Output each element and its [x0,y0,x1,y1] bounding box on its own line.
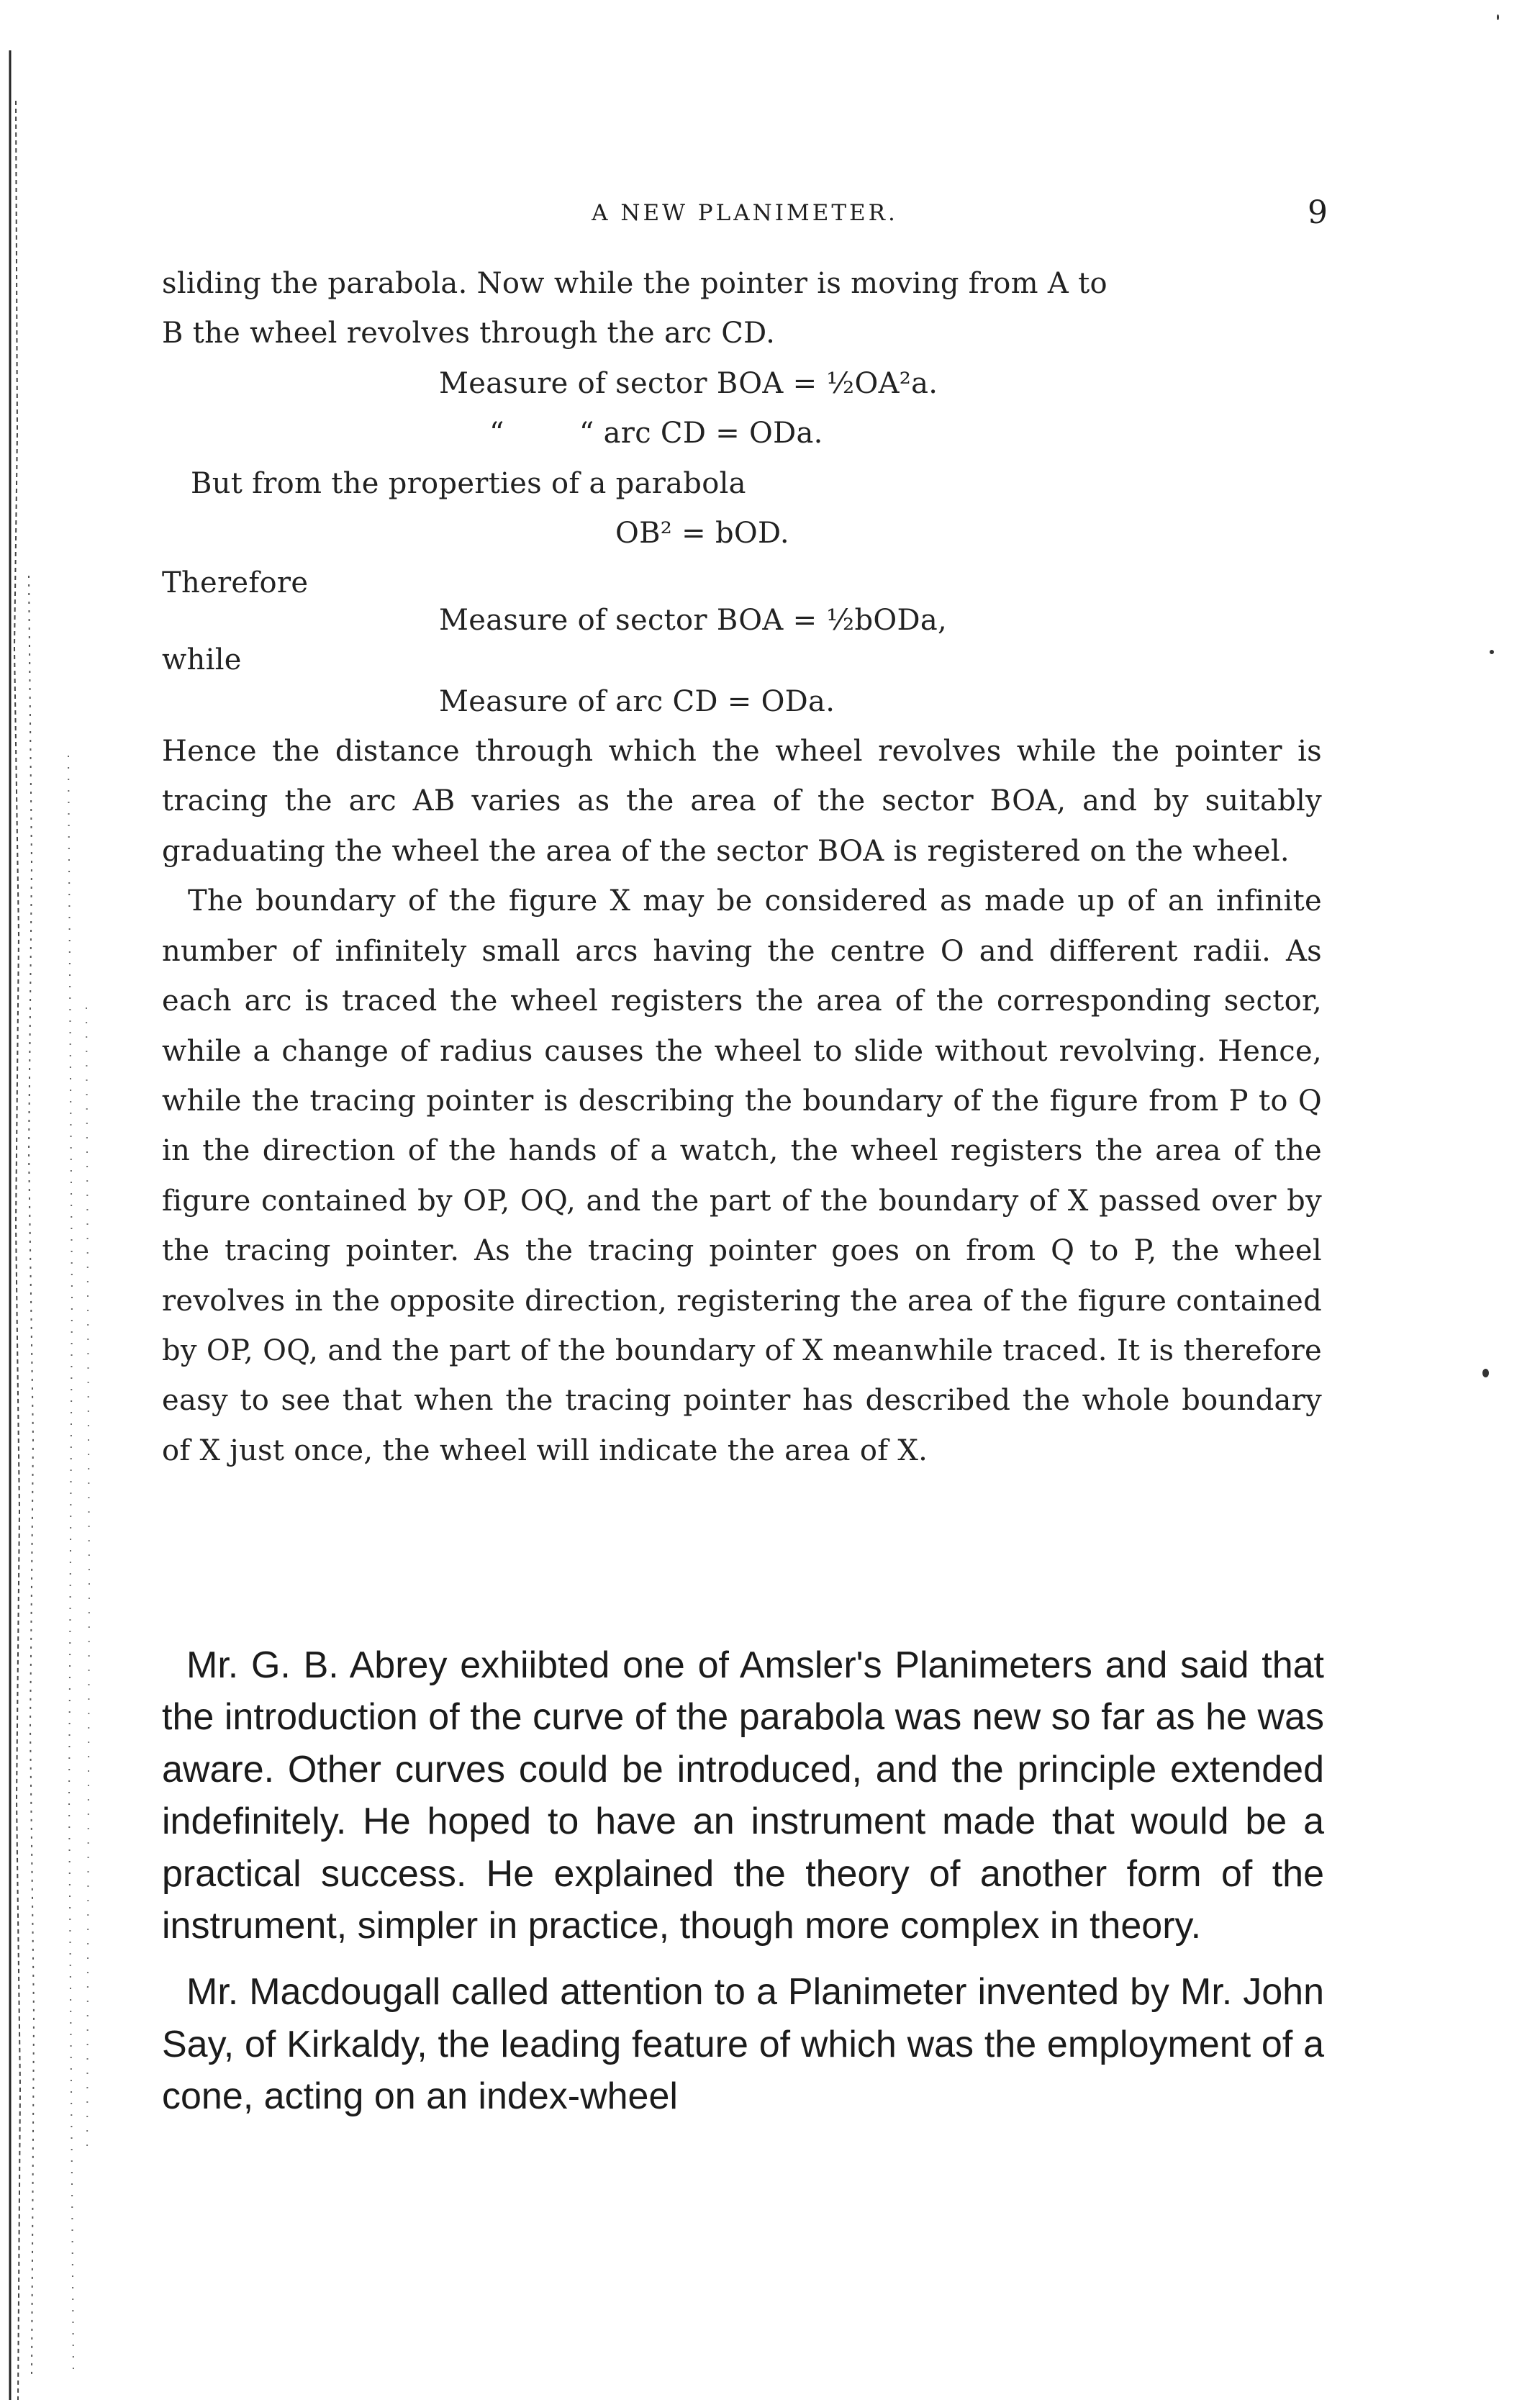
text-line: sliding the parabola. Now while the pointer is moving from A to [162,267,1108,300]
equation-arc-result: Measure of arc CD = ODa. [439,684,835,718]
word-while: while [162,643,242,677]
running-title: A NEW PLANIMETER. [592,200,898,226]
page-header [162,194,1328,237]
scan-speck [1490,650,1494,654]
paragraph: Mr. Macdougall called attention to a Planimeter invented by Mr. John Say, of Kirkaldy, the leading feature of which was the employment of a cone, acting on an index-wheel [162,1971,1324,2118]
paragraph: Hence the distance through which the wheel revolves while the pointer is tracing the arc AB varies as the area of the sector BOA, and by suitably graduating the wheel the area of the sector BOA is registered on the wheel. [162,735,1322,868]
equation-sector-result: Measure of sector BOA = ½bODa, [439,603,948,637]
scan-speck [1497,14,1499,20]
paragraph-line: But from the properties of a parabola [191,466,746,500]
page-number: 9 [1308,194,1328,231]
body-text-old-typeface [162,259,1322,1476]
body-text-modern-typeface [162,1639,1324,2123]
scan-speck [1482,1369,1489,1377]
equation-parabola: OB² = bOD. [615,517,789,551]
text-line: B the wheel revolves through the arc CD. [162,317,776,350]
equation-sector-area: Measure of sector BOA = ½OA²a. [439,366,938,400]
paragraph: Mr. G. B. Abrey exhiibted one of Amsler's Planimeters and said that the introduction of the curve of the parabola was new so far as he was aware. Other curves could be introduced, and the principle extended indefinitely. He hoped to have an instrument made that would be a practical success. He explained the theory of another form of the instrument, simpler in practice, though more complex in theory. [162,1644,1324,1947]
paragraph: The boundary of the figure X may be considered as made up of an infinite number of infinitely small arcs having the centre O and different radii. As each arc is traced the wheel registers the area of the corresponding sector, while a change of radius causes the wheel to slide without revolving. Hence, while the tracing pointer is describing the boundary of the figure from P to Q in the direction of the hands of a watch, the wheel registers the area of the figure contained by OP, OQ, and the part of the boundary of X passed over by the tracing pointer. As the tracing pointer goes on from Q to P, the wheel revolves in the opposite direction, registering the area of the figure contained by OP, OQ, and the part of the boundary of X meanwhile traced. It is therefore easy to see that when the tracing pointer has described the whole boundary of X just once, the wheel will indicate the area of X. [162,884,1322,1467]
word-therefore: Therefore [162,566,309,600]
equation-arc-measure: “ “ arc CD = ODa. [489,417,823,450]
